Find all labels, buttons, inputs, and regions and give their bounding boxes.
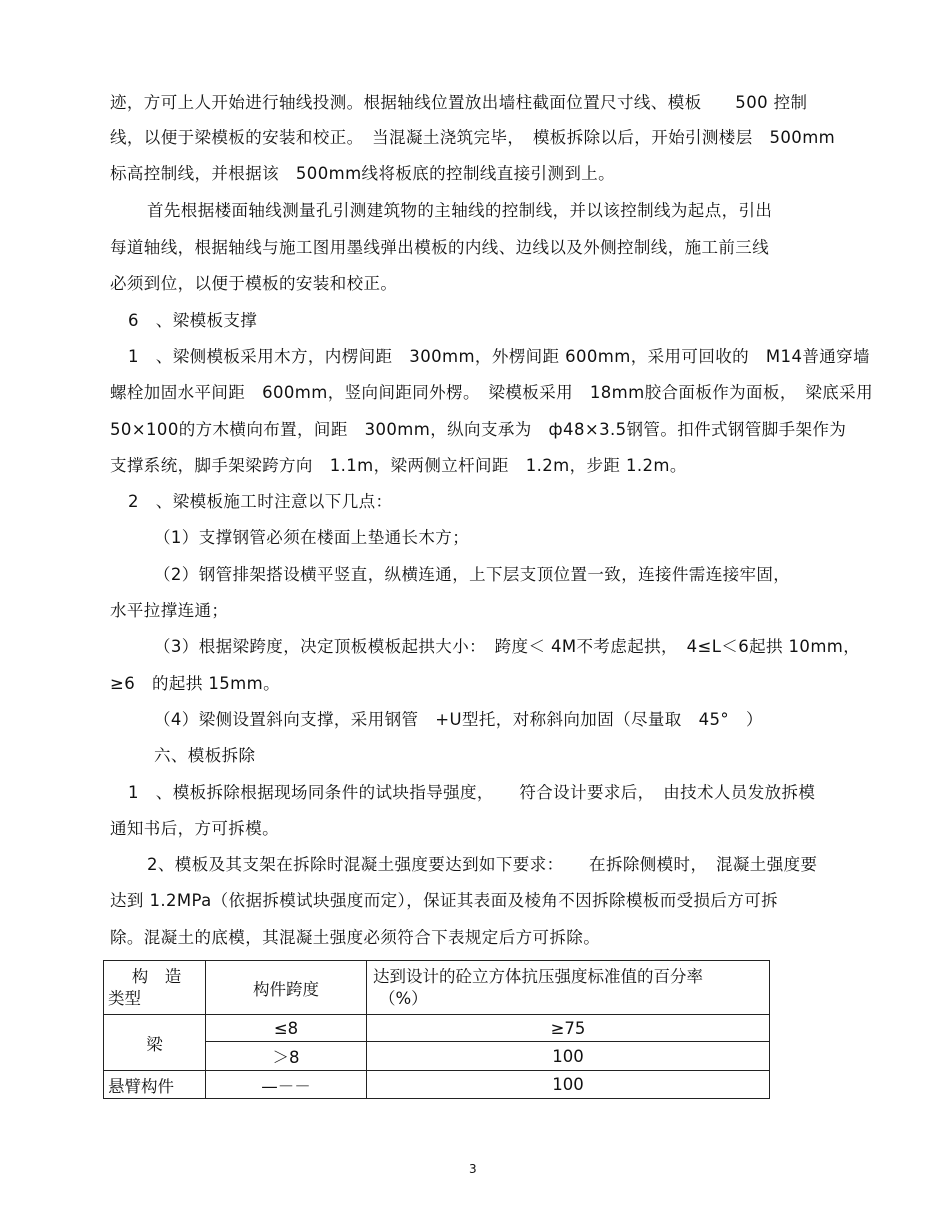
table-row [104, 1015, 770, 1042]
paragraph-line: 50×100的方木横向布置，间距 300mm，纵向支承为 ф48×3.5钢管。扣件式钢管脚手架作为 [110, 420, 847, 439]
table-header-row [104, 961, 770, 1015]
paragraph-line: 通知书后，方可拆模。 [110, 819, 279, 838]
list-item: （3）根据梁跨度，决定顶板模板起拱大小： 跨度＜ 4M不考虑起拱， 4≤L＜6起拱 10mm， [154, 637, 861, 656]
paragraph-line: ≥6 的起拱 15mm。 [110, 674, 281, 693]
cell-span: ≤8 [206, 1015, 367, 1042]
cell-span: ＞8 [206, 1042, 367, 1071]
list-item: （1）支撑钢管必须在楼面上垫通长木方； [154, 528, 470, 547]
paragraph-line: 1 、梁侧模板采用木方，内楞间距 300mm，外楞间距 600mm，采用可回收的 M14普通穿墙 [128, 347, 870, 366]
paragraph-line: 达到 1.2MPa（依据拆模试块强度而定），保证其表面及棱角不因拆除模板而受损后方可拆 [110, 891, 778, 910]
header-type: 构 造 类型 [104, 961, 206, 1015]
paragraph-line: 标高控制线，并根据该 500mm线将板底的控制线直接引测到上。 [110, 164, 616, 183]
strength-table [103, 960, 770, 1099]
paragraph-line: 线，以便于梁模板的安装和校正。 当混凝土浇筑完毕， 模板拆除以后，开始引测楼层 500mm [110, 128, 836, 147]
list-item: （2）钢管排架搭设横平竖直，纵横连通，上下层支顶位置一致，连接件需连接牢固， [154, 565, 791, 584]
cell-percent: ≥75 [367, 1015, 770, 1042]
table-row [104, 1071, 770, 1099]
list-item: （4）梁侧设置斜向支撑，采用钢管 +U型托，对称斜向加固（尽量取 45° ） [154, 710, 763, 729]
section-heading: 六、模板拆除 [154, 746, 256, 765]
paragraph-line: 迹，方可上人开始进行轴线投测。根据轴线位置放出墙柱截面位置尺寸线、模板 500 控制 [110, 93, 808, 112]
paragraph-line: 首先根据楼面轴线测量孔引测建筑物的主轴线的控制线，并以该控制线为起点，引出 [147, 201, 773, 220]
cell-percent: 100 [367, 1071, 770, 1099]
paragraph-line: 每道轴线，根据轴线与施工图用墨线弹出模板的内线、边线以及外侧控制线，施工前三线 [110, 238, 770, 257]
paragraph-line: 水平拉撑连通； [110, 601, 229, 620]
section-heading: 6 、梁模板支撑 [128, 311, 258, 330]
paragraph-line: 除。混凝土的底模，其混凝土强度必须符合下表规定后方可拆除。 [110, 928, 601, 947]
cell-percent: 100 [367, 1042, 770, 1071]
paragraph-line: 支撑系统，脚手架梁跨方向 1.1m，梁两侧立杆间距 1.2m，步距 1.2m。 [110, 456, 687, 475]
paragraph-line: 2、模板及其支架在拆除时混凝土强度要达到如下要求： 在拆除侧模时， 混凝土强度要 [147, 855, 818, 874]
page-number: 3 [469, 1162, 477, 1176]
paragraph-line: 2 、梁模板施工时注意以下几点： [128, 492, 393, 511]
paragraph-line: 螺栓加固水平间距 600mm，竖向间距同外楞。 梁模板采用 18mm胶合面板作为面板， 梁底采用 [110, 383, 873, 402]
header-percent: 达到设计的砼立方体抗压强度标准值的百分率 （%） [367, 961, 770, 1015]
cell-span: —－－ [206, 1071, 367, 1099]
cell-beam-type: 梁 [104, 1015, 206, 1071]
cell-cantilever-type: 悬臂构件 [104, 1071, 206, 1099]
header-span: 构件跨度 [206, 961, 367, 1015]
paragraph-line: 1 、模板拆除根据现场同条件的试块指导强度， 符合设计要求后， 由技术人员发放拆模 [128, 783, 816, 802]
paragraph-line: 必须到位，以便于模板的安装和校正。 [110, 274, 398, 293]
